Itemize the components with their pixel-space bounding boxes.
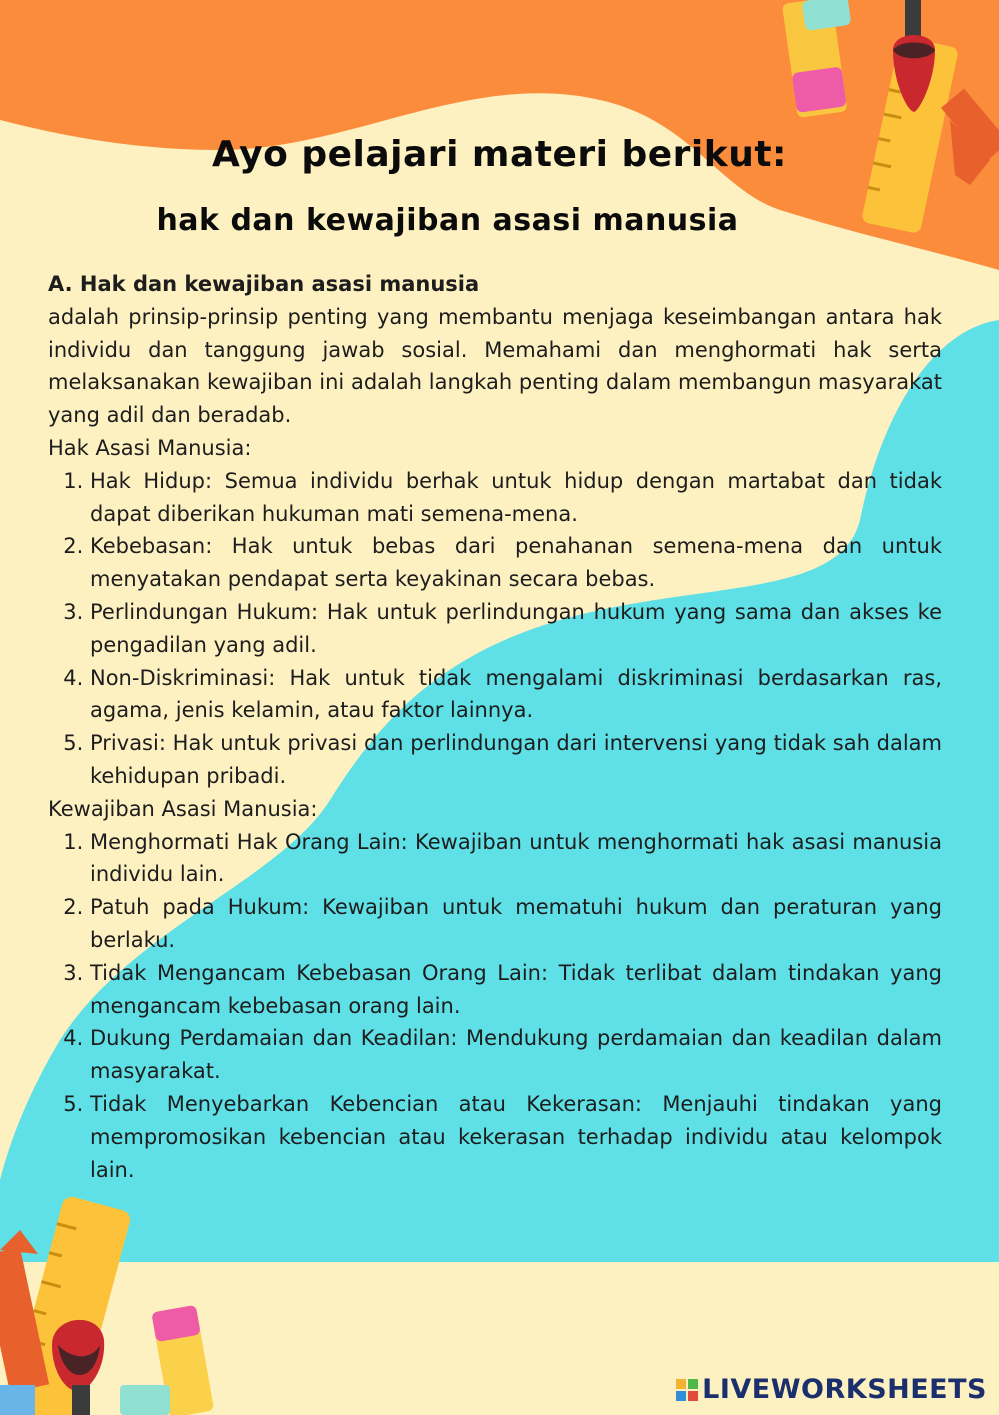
eraser-icon bbox=[120, 1305, 214, 1415]
brand-name: LIVEWORKSHEETS bbox=[702, 1374, 987, 1405]
rights-label: Hak Asasi Manusia: bbox=[48, 435, 252, 460]
list-item: 2. Patuh pada Hukum: Kewajiban untuk mematuhi hukum dan peraturan yang berlaku. bbox=[90, 891, 942, 957]
list-item: 4. Dukung Perdamaian dan Keadilan: Mendukung perdamaian dan keadilan dalam masyarakat. bbox=[90, 1022, 942, 1088]
page-title: Ayo pelajari materi berikut: bbox=[212, 134, 787, 175]
pencil-tip-icon bbox=[0, 1385, 35, 1415]
rights-list bbox=[48, 465, 942, 793]
section-heading: A. Hak dan kewajiban asasi manusia bbox=[48, 272, 480, 296]
duties-label: Kewajiban Asasi Manusia: bbox=[48, 796, 318, 821]
liveworksheets-logo[interactable] bbox=[676, 1374, 987, 1405]
intro-paragraph: adalah prinsip-prinsip penting yang membantu menjaga keseimbangan antara hak individu dan tanggung jawab sosial. Memahami dan menghormati hak serta melaksanakan kewajiban ini adalah langkah penting dalam membangun masyarakat yang adil dan beradab. bbox=[48, 304, 942, 428]
list-item: 3. Perlindungan Hukum: Hak untuk perlindungan hukum yang sama dan akses ke pengadilan yang adil. bbox=[90, 596, 942, 662]
liveworksheets-logo-icon bbox=[676, 1379, 698, 1401]
duties-list bbox=[48, 826, 942, 1187]
list-item: 5. Tidak Menyebarkan Kebencian atau Kekerasan: Menjauhi tindakan yang mempromosikan kebencian atau kekerasan terhadap individu atau kelompok lain. bbox=[90, 1088, 942, 1186]
list-item: 3. Tidak Mengancam Kebebasan Orang Lain: Tidak terlibat dalam tindakan yang mengancam kebebasan orang lain. bbox=[90, 957, 942, 1023]
page-subtitle: hak dan kewajiban asasi manusia bbox=[156, 203, 739, 238]
list-item: 5. Privasi: Hak untuk privasi dan perlindungan dari intervensi yang tidak sah dalam kehidupan pribadi. bbox=[90, 727, 942, 793]
list-item: 4. Non-Diskriminasi: Hak untuk tidak mengalami diskriminasi berdasarkan ras, agama, jenis kelamin, atau faktor lainnya. bbox=[90, 662, 942, 728]
content-body bbox=[48, 268, 942, 1186]
list-item: 1. Menghormati Hak Orang Lain: Kewajiban untuk menghormati hak asasi manusia individu lain. bbox=[90, 826, 942, 892]
list-item: 1. Hak Hidup: Semua individu berhak untuk hidup dengan martabat dan tidak dapat diberikan hukuman mati semena-mena. bbox=[90, 465, 942, 531]
list-item: 2. Kebebasan: Hak untuk bebas dari penahanan semena-mena dan untuk menyatakan pendapat serta keyakinan secara bebas. bbox=[90, 530, 942, 596]
